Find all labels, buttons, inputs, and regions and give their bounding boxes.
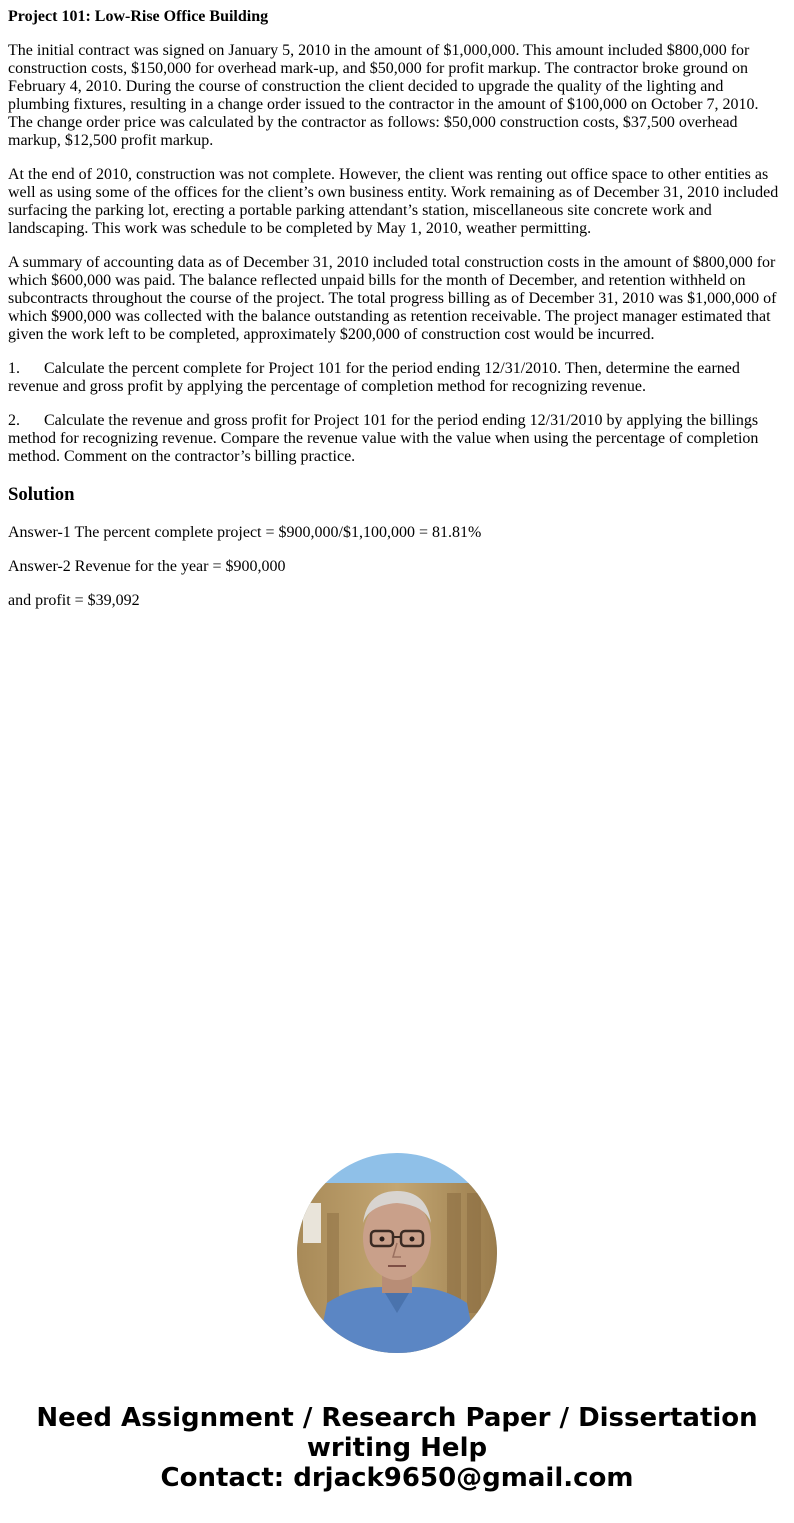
promo-line-1: Need Assignment / Research Paper / Dissertation [36, 1403, 758, 1433]
promo-banner [0, 1403, 794, 1493]
document-body [8, 0, 780, 610]
question-text: Calculate the revenue and gross profit for Project 101 for the period ending 12/31/2010 by applying the billings method for recognizing revenue. Compare the revenue value with the value when using the percentage of completion method. Comment on the contractor’s billing practice. [8, 412, 759, 465]
answer-line: and profit = $39,092 [8, 592, 140, 609]
question-number: 1. [8, 360, 20, 377]
question-item [8, 360, 780, 396]
question-text: Calculate the percent complete for Project 101 for the period ending 12/31/2010. Then, determine the earned revenue and gross profit by applying the percentage of completion method for recognizing revenue. [8, 360, 740, 395]
question-number: 2. [8, 412, 20, 429]
answer-line: Answer-1 The percent complete project = $900,000/$1,100,000 = 81.81% [8, 524, 482, 541]
answer-line: Answer-2 Revenue for the year = $900,000 [8, 558, 286, 575]
avatar-portrait-icon [297, 1153, 497, 1353]
question-item [8, 412, 780, 466]
paragraph-contract: The initial contract was signed on January 5, 2010 in the amount of $1,000,000. This amount included $800,000 for construction costs, $150,000 for overhead mark-up, and $50,000 for profit markup. The contractor broke ground on February 4, 2010. During the course of construction the client decided to upgrade the quality of the lighting and plumbing fixtures, resulting in a change order issued to the contractor in the amount of $100,000 on October 7, 2010. The change order price was calculated by the contractor as follows: $50,000 construction costs, $37,500 overhead markup, $12,500 profit markup. [8, 42, 759, 149]
document-title: Project 101: Low-Rise Office Building [8, 8, 269, 25]
promo-contact-line: Contact: drjack9650@gmail.com [160, 1463, 634, 1493]
paragraph-progress: At the end of 2010, construction was not complete. However, the client was renting out office space to other entities as well as using some of the offices for the client’s own business entity. Work remaining as of December 31, 2010 included surfacing the parking lot, erecting a portable parking attendant’s station, miscellaneous site concrete work and landscaping. This work was schedule to be completed by May 1, 2010, weather permitting. [8, 166, 779, 237]
paragraph-accounting: A summary of accounting data as of December 31, 2010 included total construction costs in the amount of $800,000 for which $600,000 was paid. The balance reflected unpaid bills for the month of December, and retention withheld on subcontracts throughout the course of the project. The total progress billing as of December 31, 2010 was $1,000,000 of which $900,000 was collected with the balance outstanding as retention receivable. The project manager estimated that given the work left to be completed, approximately $200,000 of construction cost would be incurred. [8, 254, 777, 343]
tutor-avatar-photo [297, 1153, 497, 1353]
promo-line-2: writing Help [306, 1433, 488, 1463]
solution-heading: Solution [8, 484, 75, 505]
